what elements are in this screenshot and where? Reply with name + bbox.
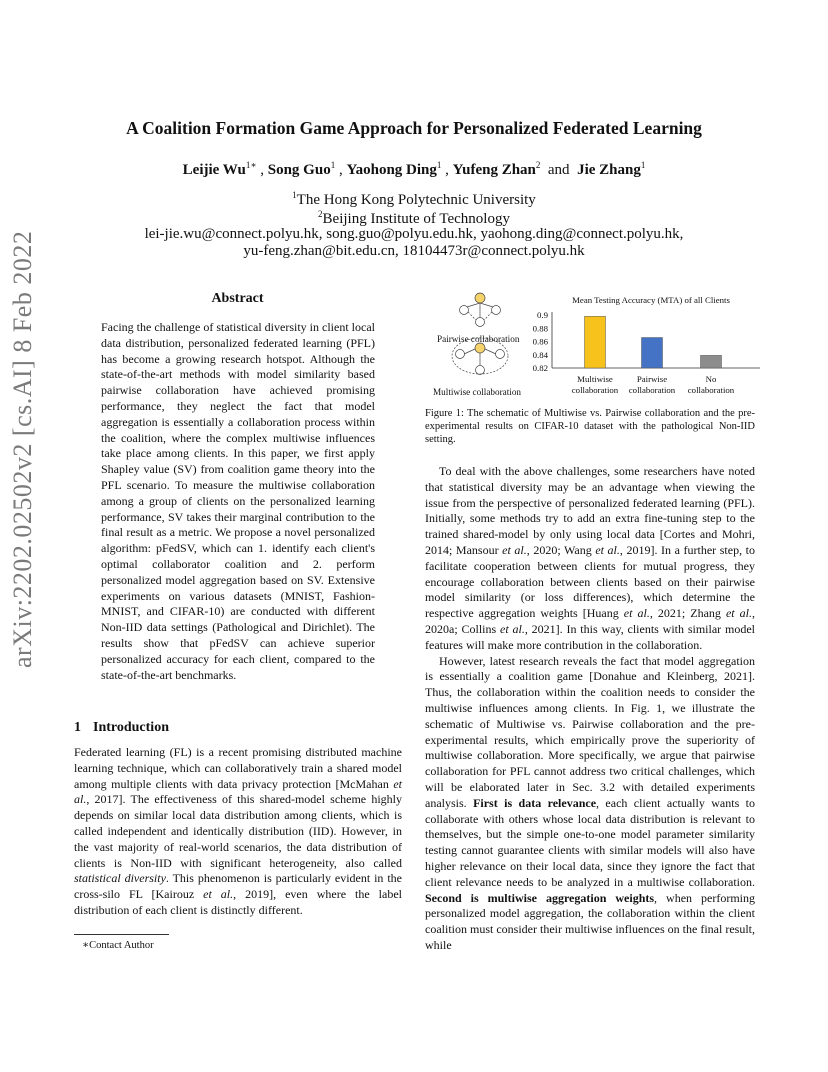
author-affil-mark: 1 [640, 160, 646, 170]
affiliation-mark: 1 [292, 190, 297, 200]
affiliation-text: The Hong Kong Polytechnic University [296, 192, 536, 208]
y-tick-label: 0.9 [537, 310, 548, 320]
footnote: ∗Contact Author [82, 940, 154, 951]
author-name: Yaohong Ding [346, 162, 437, 178]
text-run: , 2020a; Collins [425, 606, 755, 636]
text-run: , 2021; Zhang [649, 606, 726, 621]
text-run-italic: et al. [500, 621, 525, 636]
author-affil-mark: 1∗ [245, 160, 257, 170]
y-tick-label: 0.84 [532, 349, 548, 360]
y-tick-label: 0.86 [532, 336, 548, 347]
text-run-bold: First is data relevance [473, 795, 597, 810]
section-title: Introduction [93, 720, 169, 735]
y-tick-label: 0.82 [532, 363, 548, 373]
text-run-italic: statistical diversity [74, 871, 166, 886]
paper-title: A Coalition Formation Game Approach for Personalized Federated Learning [126, 118, 702, 138]
intro-right-column [425, 464, 755, 954]
text-run-bold: Second is multiwise aggregation weights [425, 890, 655, 905]
intro-paragraph [74, 745, 402, 919]
x-tick-label: Multiwise [577, 374, 613, 384]
bar [642, 338, 663, 368]
author-name: Song Guo [267, 162, 331, 178]
intro-paragraph [425, 464, 755, 654]
pairwise-label: Pairwise collaboration [437, 334, 520, 344]
text-run: , each client actually wants to collaborate with others whose local data distribution is relevant to themselves, but the simple one-to-one model parameter similarity testing cannot guarantee clients with similar models will also have higher relevance on their local data, since they ignore the fact that client relevance needs to be analyzed in a multiwise collaboration. [425, 795, 755, 889]
email-line: yu-feng.zhan@bit.edu.cn, 18104473r@connect.polyu.hk [243, 243, 585, 259]
x-tick-label: No [705, 374, 717, 384]
author-affil-mark: 1 [330, 160, 336, 170]
x-tick-label: collaboration [571, 385, 619, 395]
text-run-italic: et al. [595, 542, 620, 557]
text-run: , when performing personalized model aggregation, the collaboration within the client coalition must consider their multiwise influences on the final result, while [425, 890, 755, 952]
author-separator: , [441, 162, 453, 178]
text-run: To deal with the above challenges, some researchers have noted that statistical diversity may be an advantage when viewing the issue from the perspective of personalized federated learning (PFL). Initially, some methods try to add an extra fine-tuning step to the trained shared-model by only using local data [Cortes and Mohri, 2014; Mansour [425, 464, 755, 557]
text-run: , 2021]. In this way, clients with similar model features will make more contribution in the collaboration. [425, 621, 755, 652]
x-tick-label: collaboration [687, 385, 735, 395]
author-list [60, 160, 768, 179]
text-run: , 2019], even where the label distribution of each client is distinctly different. [74, 887, 402, 917]
author-name: Jie Zhang [577, 162, 641, 178]
text-run: , 2017]. The effectiveness of this shared-model scheme highly depends on similar local data distribution among clients, which is called independent and identically distribution (IID). However, in the vast majority of real-world scenarios, the data distribution of clients is Non-IID with significant heterogeneity, also called [74, 792, 402, 870]
x-tick-label: Pairwise [636, 374, 668, 384]
text-run-italic: et al. [74, 776, 402, 807]
email-line: lei-jie.wu@connect.polyu.hk, song.guo@polyu.edu.hk, yaohong.ding@connect.polyu.hk, [144, 226, 684, 242]
x-tick-label: collaboration [628, 385, 676, 395]
intro-paragraph [425, 654, 755, 954]
y-tick-label: 0.88 [532, 323, 548, 334]
multiwise-label: Multiwise collaboration [433, 387, 522, 397]
abstract-body: Facing the challenge of statistical diversity in client local data distribution, personalized federated learning (PFL) has become a growing research hotspot. Although the state-of-the-art methods with model similarity based pairwise collaboration have achieved promising performance, they neglect the fact that model aggregation is essentially a collaboration process within the coalition, where the complex multiwise influences take place among clients. In this paper, we first apply Shapley value (SV) from coalition game theory into the PFL scenario. To measure the multiwise collaboration among a group of clients on the personalized learning performance, SV takes their marginal contribution to the final result as a metric. We propose a novel personalized algorithm: pFedSV, which can 1. identify each client's optimal collaborator coalition and 2. perform personalized model aggregation based on SV. Extensive experiments on various datasets (MNIST, Fashion-MNIST, and CIFAR-10) are conducted with different Non-IID data settings (Pathological and Dirichlet). The results show that pFedSV can achieve superior personalized accuracy for each client, compared to the state-of-the-art benchmarks. [101, 320, 375, 682]
affiliation-mark: 2 [318, 209, 323, 219]
author-affil-mark: 1 [436, 160, 442, 170]
author-name: Yufeng Zhan [452, 162, 536, 178]
text-run: . This phenomenon is particularly evident in the cross-silo FL [Kairouz [74, 871, 402, 902]
chart-title: Mean Testing Accuracy (MTA) of all Clients [572, 295, 730, 305]
arxiv-identifier: arXiv:2202.02502v2 [cs.AI] 8 Feb 2022 [8, 230, 37, 668]
text-run-italic: et al. [725, 606, 752, 621]
author-separator: , [335, 162, 347, 178]
text-run: However, latest research reveals the fact that model aggregation is essentially a coalition game [Donahue and Kleinberg, 2021]. Thus, the collaboration within the coalition needs to consider the multiwise influences among clients. In Fig. 1, we illustrate the schematic of Multiwise vs. Pairwise collaboration and the pre-experimental results, which empirically prove the superiority of multiwise collaboration. More specifically, we argue that pairwise collaboration for PFL cannot address two critical challenges, which will be elaborated later in Sec. 3.2 with detailed experiments analysis. [425, 653, 755, 810]
section-number: 1 [74, 720, 81, 735]
author-name: Leijie Wu [182, 162, 246, 178]
text-run-italic: et al. [203, 887, 234, 902]
text-run-italic: et al. [502, 542, 527, 557]
bar [701, 355, 722, 368]
text-run-italic: et al. [623, 606, 650, 621]
figure-caption: Figure 1: The schematic of Multiwise vs. Pairwise collaboration and the pre-experimental results on CIFAR-10 dataset with the pathological Non-IID setting. [425, 408, 755, 445]
affiliation-text: Beijing Institute of Technology [322, 211, 510, 227]
text-run: , 2020; Wang [526, 542, 596, 557]
footnote-rule [74, 934, 169, 935]
text-run: , 2019]. In a further step, to facilitate cooperation between clients for mutual progress, they encourage collaboration between clients based on their pairwise model similarity (or loss differences), which determine the respective aggregation weights [Huang [425, 542, 756, 621]
author-and: and [547, 162, 570, 178]
author-affil-mark: 2 [535, 160, 541, 170]
author-separator: , [256, 162, 268, 178]
bar [585, 316, 606, 368]
abstract-heading: Abstract [211, 291, 264, 306]
pairwise-schematic-icon [460, 293, 501, 327]
mta-bar-chart [524, 294, 760, 400]
text-run: Federated learning (FL) is a recent promising distributed machine learning technique, which can collaboratively train a shared model among multiple clients with data privacy protection [McMahan [74, 745, 402, 791]
section-heading [74, 720, 169, 736]
